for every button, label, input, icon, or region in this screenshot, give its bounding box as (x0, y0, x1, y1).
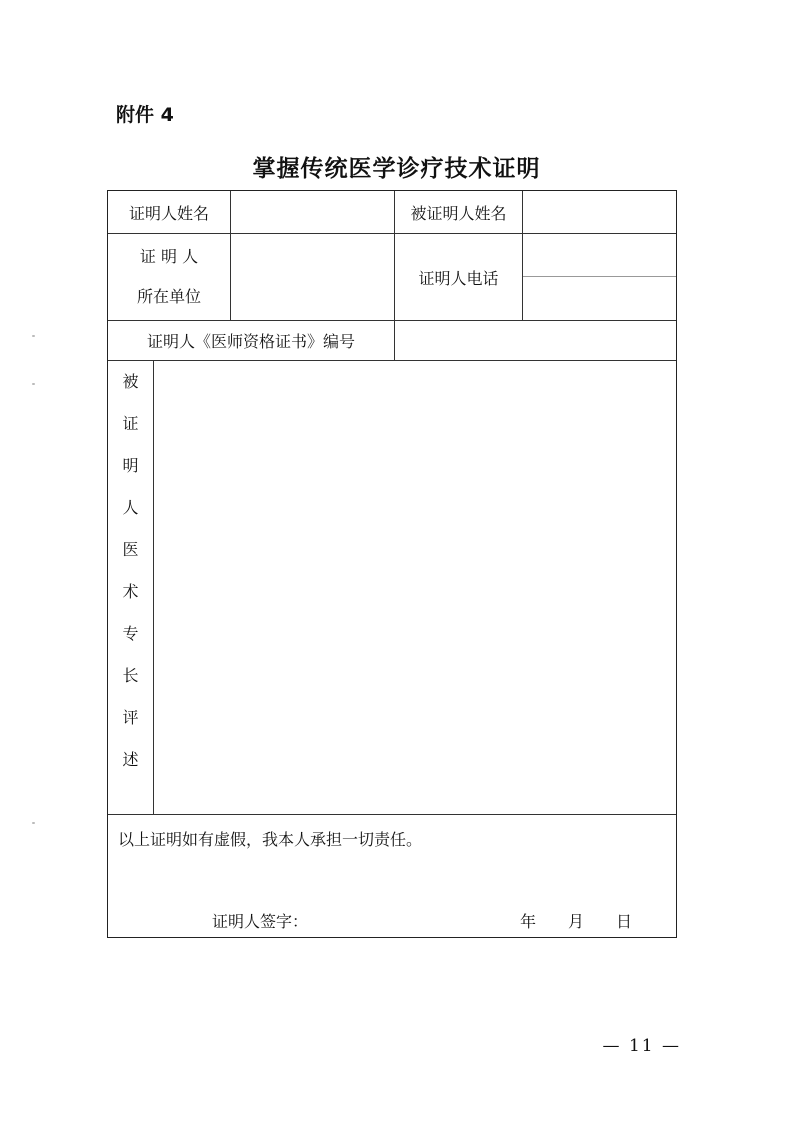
witness-unit-label (108, 234, 230, 320)
certificate-form-table (107, 190, 677, 938)
row-divider-4 (108, 814, 676, 815)
scan-speck (32, 383, 35, 385)
page-number: — 11 — (602, 1036, 681, 1056)
witness-unit-label-line2: 所在单位 (136, 287, 201, 306)
certificate-number-field[interactable] (395, 321, 676, 360)
certified-name-field[interactable] (523, 191, 676, 233)
witness-unit-label-line1: 证 明 人 (139, 247, 199, 266)
scan-speck (32, 822, 35, 824)
signature-label: 证明人签字： (212, 912, 309, 931)
certified-name-label: 被证明人姓名 (410, 203, 507, 223)
evaluation-field[interactable] (154, 361, 676, 814)
evaluation-char: 证 (122, 414, 139, 433)
evaluation-label (108, 361, 153, 816)
evaluation-char: 长 (122, 666, 139, 685)
evaluation-char: 专 (122, 624, 139, 643)
evaluation-char: 医 (122, 540, 139, 559)
evaluation-char: 明 (122, 456, 139, 475)
evaluation-char: 被 (122, 372, 139, 391)
evaluation-char: 述 (122, 750, 139, 769)
annex-label: 附件 4 (116, 104, 174, 126)
document-title: 掌握传统医学诊疗技术证明 (252, 155, 541, 182)
date-month-label: 月 (568, 912, 585, 931)
evaluation-char: 评 (122, 708, 139, 727)
scan-speck (32, 335, 35, 337)
witness-phone-field[interactable] (523, 234, 676, 320)
date-day-label: 日 (616, 912, 633, 931)
witness-unit-field[interactable] (231, 234, 394, 320)
evaluation-char: 人 (122, 498, 139, 517)
witness-name-label: 证明人姓名 (128, 203, 209, 223)
signature-field[interactable] (318, 901, 508, 931)
witness-name-field[interactable] (231, 191, 394, 233)
date-year-label: 年 (520, 912, 537, 931)
witness-phone-label: 证明人电话 (418, 268, 499, 288)
declaration-text: 以上证明如有虚假，我本人承担一切责任。 (118, 830, 423, 849)
certificate-number-label: 证明人《医师资格证书》编号 (146, 332, 355, 351)
evaluation-char: 术 (122, 582, 139, 601)
